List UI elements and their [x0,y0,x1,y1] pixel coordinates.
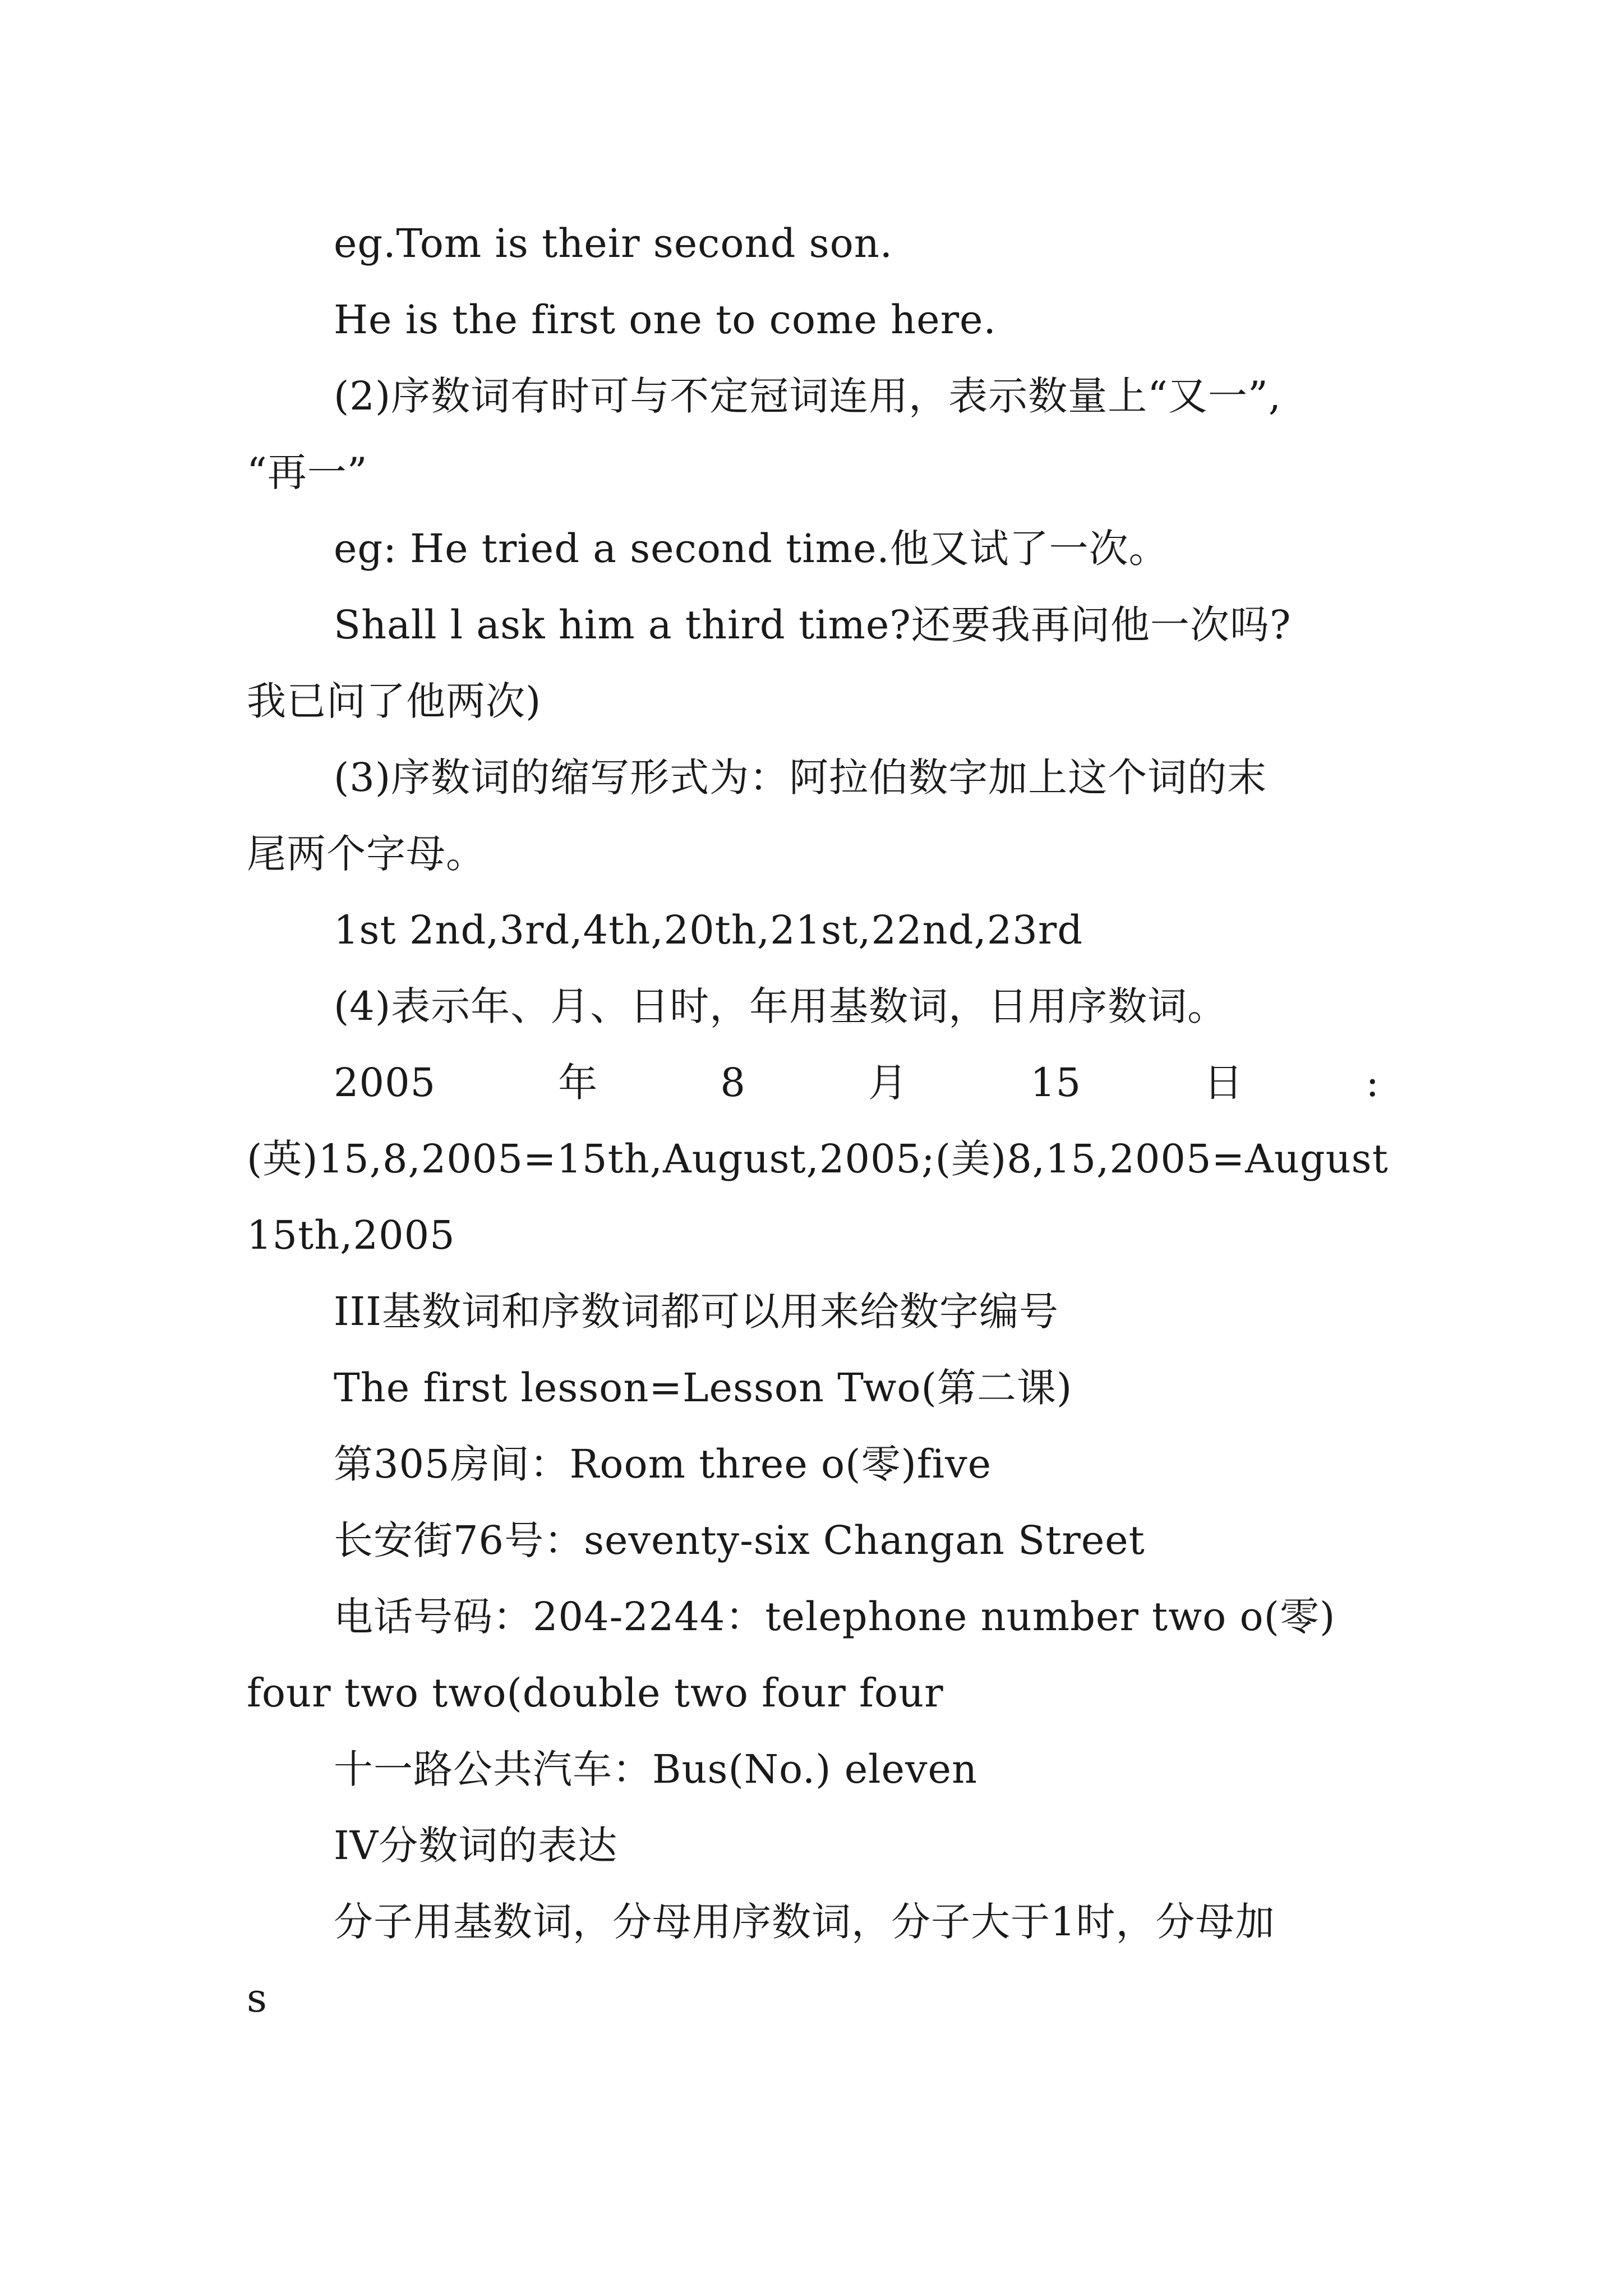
date-example-row [334,1055,1380,1111]
rule-2-line-2: “再一” [247,449,368,495]
numbering-example-lesson: The first lesson=Lesson Two(第二课) [334,1365,1073,1411]
rule-4-line: (4)表示年、月、日时，年用基数词，日用序数词。 [334,983,1228,1029]
numbering-example-street: 长安街76号：seventy-six Changan Street [334,1517,1145,1563]
numbering-example-phone: 电话号码：204-2244：telephone number two o(零) [334,1594,1336,1640]
date-formats-line: (英)15,8,2005=15th,August,2005;(美)8,15,2005=August [247,1136,1389,1182]
numbering-example-phone-cont: four two two(double two four four [247,1670,944,1716]
date-day-char: 日 [1204,1060,1244,1106]
date-month-char: 月 [868,1060,908,1106]
example-line-third-time-cont: 我已问了他两次) [247,678,542,724]
section-iv-heading: IV分数词的表达 [334,1823,618,1869]
numbering-example-bus: 十一路公共汽车：Bus(No.) eleven [334,1746,978,1792]
example-line-second-time: eg: He tried a second time.他又试了一次。 [334,526,1169,572]
example-line-third-time: Shall l ask him a third time?还要我再问他一次吗? [334,602,1292,648]
rule-3-line-2: 尾两个字母。 [247,831,486,877]
section-iii-heading: III基数词和序数词都可以用来给数字编号 [334,1289,1059,1335]
date-formats-line-cont: 15th,2005 [247,1212,455,1258]
example-line-first-one: He is the first one to come here. [334,297,997,343]
date-year-char: 年 [558,1060,598,1106]
example-line-tom: eg.Tom is their second son. [334,220,893,266]
date-month: 8 [720,1060,746,1106]
date-day: 15 [1030,1060,1082,1106]
rule-3-line-1: (3)序数词的缩写形式为：阿拉伯数字加上这个词的末 [334,754,1267,800]
abbreviation-examples: 1st 2nd,3rd,4th,20th,21st,22nd,23rd [334,907,1083,953]
date-year: 2005 [334,1060,436,1106]
date-colon: : [1366,1060,1380,1106]
fraction-rule-line-1: 分子用基数词，分母用序数词，分子大于1时，分母加 [334,1899,1275,1945]
numbering-example-room: 第305房间：Room three o(零)five [334,1441,992,1487]
rule-2-line-1: (2)序数词有时可与不定冠词连用，表示数量上“又一”, [334,373,1281,419]
fraction-rule-line-2: s [247,1975,268,2021]
